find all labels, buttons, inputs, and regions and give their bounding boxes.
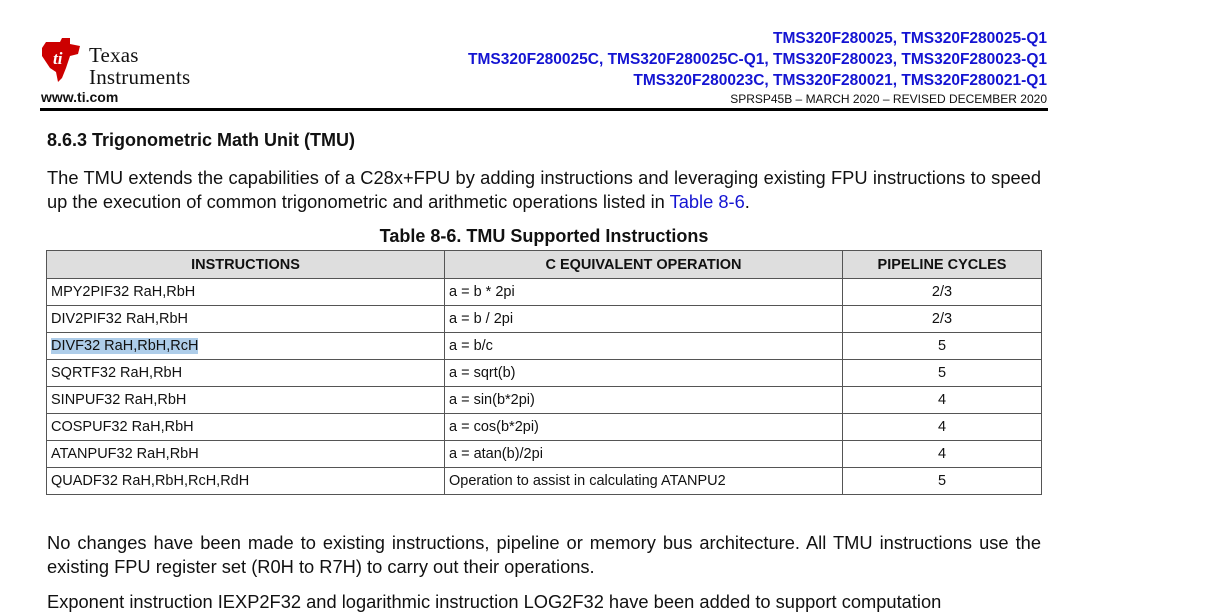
- intro-end: .: [744, 191, 750, 212]
- cell-instruction: DIV2PIF32 RaH,RbH: [47, 306, 445, 333]
- doc-title-line-3[interactable]: TMS320F280023C, TMS320F280021, TMS320F280021-Q1: [633, 72, 1047, 89]
- cell-instruction: MPY2PIF32 RaH,RbH: [47, 279, 445, 306]
- table-row: [47, 306, 1042, 333]
- table-reference-link[interactable]: Table 8-6: [669, 191, 745, 212]
- table-row: [47, 387, 1042, 414]
- section-heading: 8.6.3 Trigonometric Math Unit (TMU): [47, 130, 356, 150]
- cell-instruction: QUADF32 RaH,RbH,RcH,RdH: [47, 468, 445, 495]
- cell-operation: Operation to assist in calculating ATANPU2: [445, 468, 843, 495]
- ti-logo-wordmark: [89, 45, 190, 89]
- svg-text:ti: ti: [53, 49, 63, 68]
- body-paragraph-2: No changes have been made to existing instructions, pipeline or memory bus architecture. All TMU instructions use the existing FPU register set (R0H to R7H) to carry out their operations.: [47, 532, 1041, 577]
- cell-operation: a = b/c: [445, 333, 843, 360]
- cell-cycles: 5: [843, 468, 1042, 495]
- cell-cycles: 4: [843, 387, 1042, 414]
- table-row: [47, 360, 1042, 387]
- ti-logo-icon: [40, 38, 84, 84]
- cell-operation: a = sin(b*2pi): [445, 387, 843, 414]
- doc-title-line-2[interactable]: TMS320F280025C, TMS320F280025C-Q1, TMS320F280023, TMS320F280023-Q1: [468, 51, 1047, 68]
- intro-text: The TMU extends the capabilities of a C28x+FPU by adding instructions and leveraging existing FPU instructions to speed up the execution of common trigonometric and arithmetic operations listed in: [47, 167, 1041, 212]
- cell-cycles: 2/3: [843, 279, 1042, 306]
- cell-instruction-selected[interactable]: [47, 333, 445, 360]
- cell-cycles: 2/3: [843, 306, 1042, 333]
- table-header-row: [47, 251, 1042, 279]
- doc-title-line-1[interactable]: TMS320F280025, TMS320F280025-Q1: [773, 30, 1047, 47]
- cell-instruction: SINPUF32 RaH,RbH: [47, 387, 445, 414]
- table-row: [47, 333, 1042, 360]
- body-paragraph-3: Exponent instruction IEXP2F32 and logarithmic instruction LOG2F32 have been added to support computation: [47, 591, 942, 612]
- ti-logo: [40, 38, 240, 89]
- cell-operation: a = b * 2pi: [445, 279, 843, 306]
- cell-cycles: 4: [843, 414, 1042, 441]
- cell-instruction: SQRTF32 RaH,RbH: [47, 360, 445, 387]
- logo-line2: Instruments: [89, 65, 191, 89]
- table-row: [47, 279, 1042, 306]
- cell-operation: a = cos(b*2pi): [445, 414, 843, 441]
- table-row: [47, 414, 1042, 441]
- cell-operation: a = atan(b)/2pi: [445, 441, 843, 468]
- logo-line1: Texas: [89, 43, 139, 67]
- table-row: [47, 441, 1042, 468]
- cell-instruction: ATANPUF32 RaH,RbH: [47, 441, 445, 468]
- cell-instruction: COSPUF32 RaH,RbH: [47, 414, 445, 441]
- doc-part-numbers: [468, 28, 1047, 91]
- cell-operation: a = b / 2pi: [445, 306, 843, 333]
- site-url-link[interactable]: www.ti.com: [41, 89, 119, 105]
- table-row: [47, 468, 1042, 495]
- cell-cycles: 5: [843, 360, 1042, 387]
- column-header-operation: C EQUIVALENT OPERATION: [445, 251, 843, 279]
- selected-text[interactable]: DIVF32 RaH,RbH,RcH: [51, 338, 199, 354]
- tmu-instructions-table: [46, 250, 1042, 495]
- cell-cycles: 5: [843, 333, 1042, 360]
- intro-paragraph: [47, 166, 1041, 214]
- column-header-cycles: PIPELINE CYCLES: [843, 251, 1042, 279]
- cell-cycles: 4: [843, 441, 1042, 468]
- cell-operation: a = sqrt(b): [445, 360, 843, 387]
- header-divider: [40, 108, 1048, 111]
- table-caption: Table 8-6. TMU Supported Instructions: [379, 226, 709, 246]
- doc-id: SPRSP45B – MARCH 2020 – REVISED DECEMBER 2020: [730, 92, 1047, 106]
- column-header-instructions: INSTRUCTIONS: [47, 251, 445, 279]
